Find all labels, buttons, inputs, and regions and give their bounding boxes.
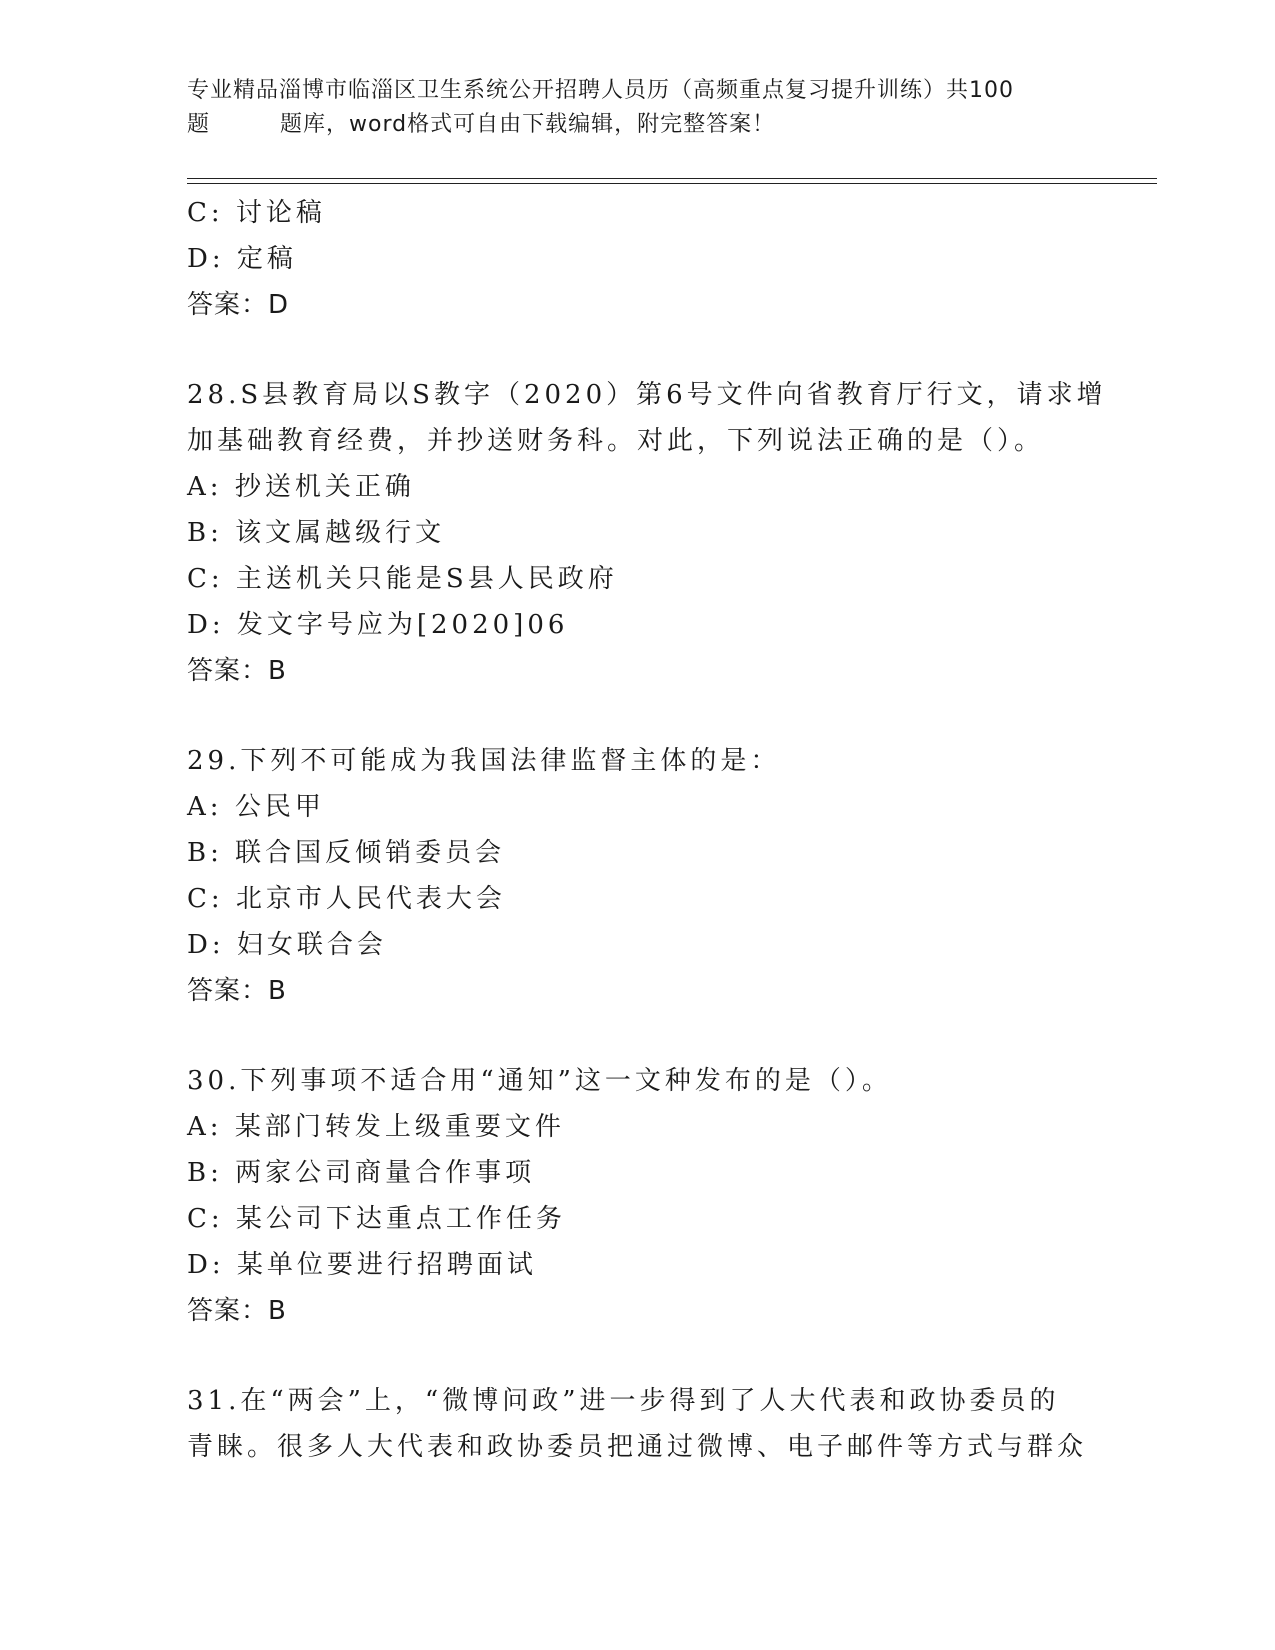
question-28-answer: 答案：B xyxy=(187,656,287,686)
document-header xyxy=(187,74,1087,142)
header-divider-top xyxy=(187,178,1157,179)
question-29-answer: 答案：B xyxy=(187,976,287,1006)
question-29-option-d: D: 妇女联合会 xyxy=(187,930,387,960)
header-divider-bottom xyxy=(187,183,1157,184)
question-list xyxy=(187,190,1107,1470)
question-29-option-c: C: 北京市人民代表大会 xyxy=(187,884,506,914)
header-title-line1: 专业精品淄博市临淄区卫生系统公开招聘人员历（高频重点复习提升训练）共100 xyxy=(187,78,1014,103)
option-c: C: 讨论稿 xyxy=(187,198,326,228)
question-30-stem: 30.下列事项不适合用“通知”这一文种发布的是（）。 xyxy=(187,1066,892,1096)
question-30-answer: 答案：B xyxy=(187,1296,287,1326)
header-title-line2 xyxy=(187,108,1087,142)
question-28-option-c: C: 主送机关只能是S县人民政府 xyxy=(187,564,618,594)
question-29-stem: 29.下列不可能成为我国法律监督主体的是： xyxy=(187,746,781,776)
question-28-stem-line2: 加基础教育经费，并抄送财务科。对此，下列说法正确的是（）。 xyxy=(187,426,1045,456)
header-title-line2-right: 题库，word格式可自由下载编辑，附完整答案！ xyxy=(280,112,776,137)
question-28-stem-line1: 28.S县教育局以S教字（2020）第6号文件向省教育厅行文，请求增 xyxy=(187,380,1107,410)
question-30-option-d: D: 某单位要进行招聘面试 xyxy=(187,1250,537,1280)
answer-line: 答案：D xyxy=(187,290,290,320)
question-28-option-b: B: 该文属越级行文 xyxy=(187,518,446,548)
question-30-option-a: A: 某部门转发上级重要文件 xyxy=(187,1112,565,1142)
question-28-option-a: A: 抄送机关正确 xyxy=(187,472,415,502)
header-title-line2-left: 题 xyxy=(187,112,211,137)
question-28-option-d: D: 发文字号应为[2020]06 xyxy=(187,610,569,640)
question-30-option-b: B: 两家公司商量合作事项 xyxy=(187,1158,536,1188)
question-31-stem-line1: 31.在“两会”上，“微博问政”进一步得到了人大代表和政协委员的 xyxy=(187,1386,1060,1416)
question-29-option-a: A: 公民甲 xyxy=(187,792,325,822)
question-31-stem-line2: 青睐。很多人大代表和政协委员把通过微博、电子邮件等方式与群众 xyxy=(187,1432,1088,1462)
option-d: D: 定稿 xyxy=(187,244,297,274)
question-29-option-b: B: 联合国反倾销委员会 xyxy=(187,838,506,868)
question-30-option-c: C: 某公司下达重点工作任务 xyxy=(187,1204,566,1234)
